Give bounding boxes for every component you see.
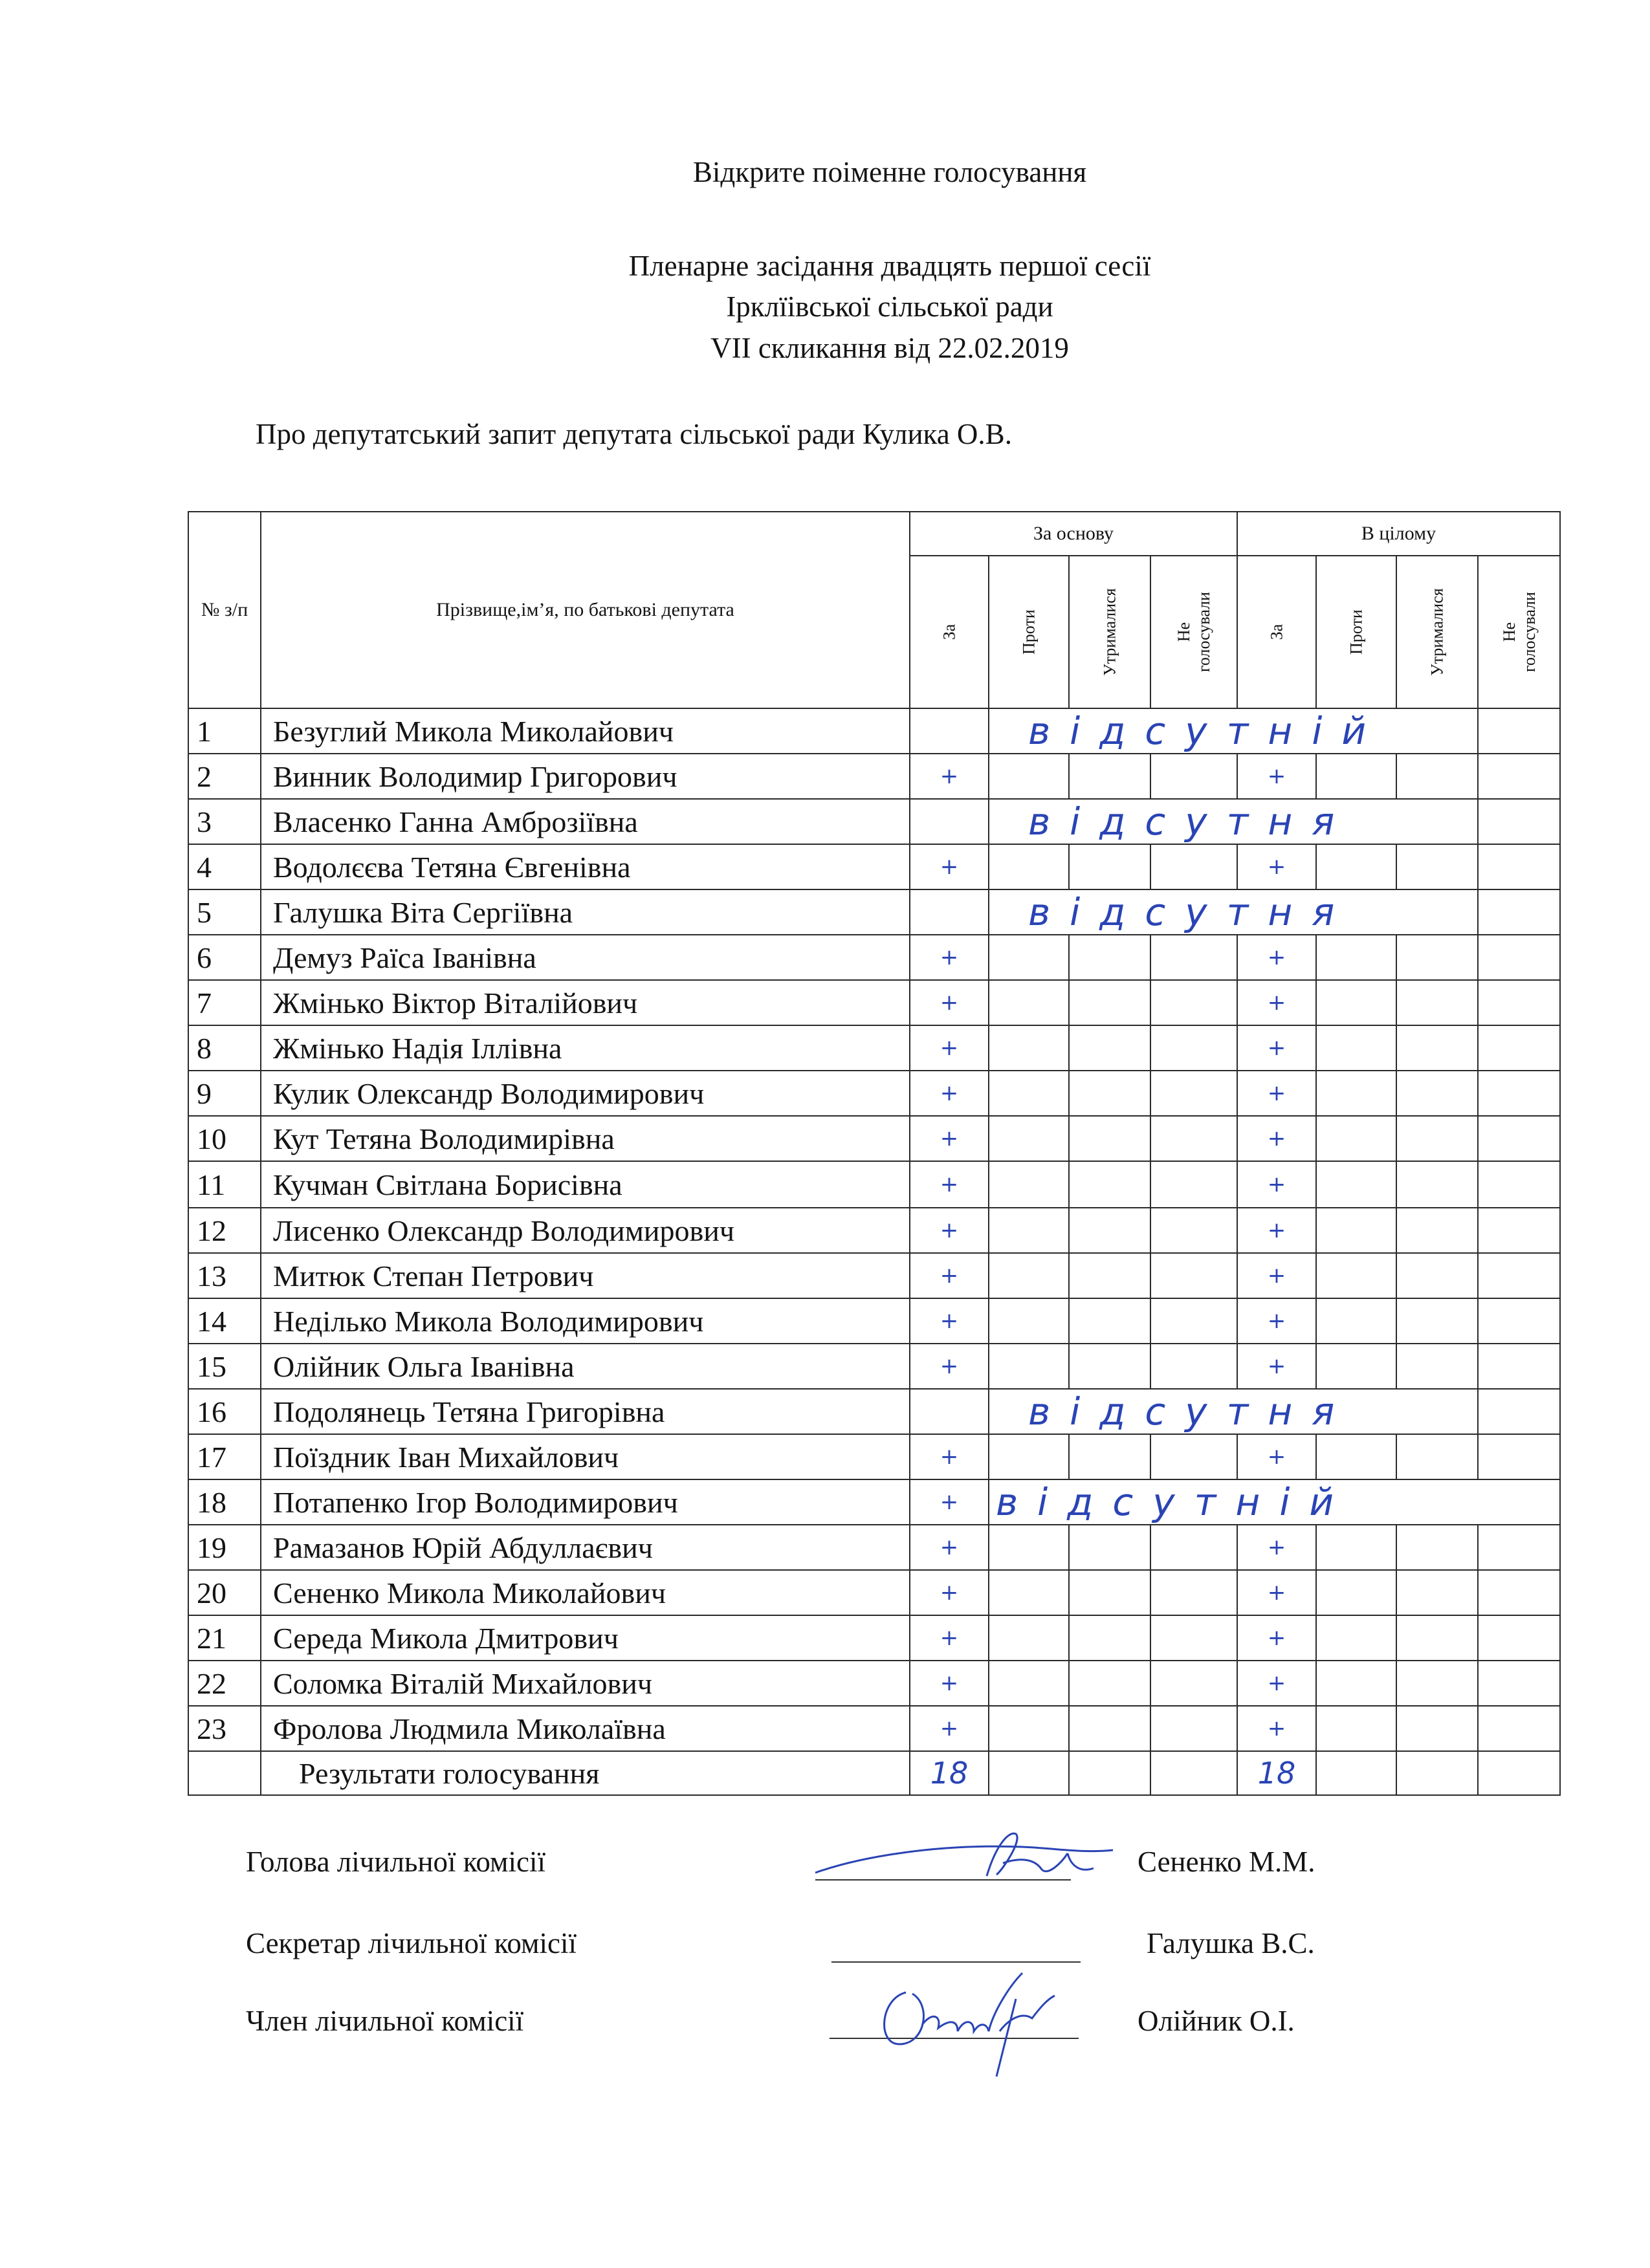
whole-not-voted <box>1478 799 1560 844</box>
whole-against <box>1316 1344 1396 1389</box>
basis-not-voted <box>1150 754 1237 799</box>
basis-abstained <box>1069 844 1150 889</box>
whole-not-voted <box>1478 1116 1560 1161</box>
basis-not-voted <box>1150 935 1237 980</box>
whole-for-mark: + <box>1237 1661 1316 1706</box>
table-row <box>188 1479 1560 1525</box>
results-basis-for: 18 <box>910 1751 989 1795</box>
group-header-whole: В цілому <box>1237 512 1560 556</box>
absent-note: відсутній <box>989 708 1478 754</box>
absent-note: відсутня <box>989 1389 1478 1434</box>
table-body <box>188 708 1560 1751</box>
col-header-num: № з/п <box>188 512 261 708</box>
results-whole-not-voted <box>1478 1751 1560 1795</box>
basis-against <box>989 844 1069 889</box>
whole-abstained <box>1396 1706 1478 1751</box>
basis-against <box>989 1161 1069 1208</box>
whole-against <box>1316 1161 1396 1208</box>
basis-for-mark: + <box>910 1344 989 1389</box>
whole-not-voted <box>1478 1208 1560 1253</box>
deputy-name: Рамазанов Юрій Абдуллаєвич <box>261 1525 910 1570</box>
basis-against <box>989 1661 1069 1706</box>
deputy-name: Галушка Віта Сергіївна <box>261 889 910 935</box>
table-row <box>188 1615 1560 1661</box>
whole-abstained <box>1396 1116 1478 1161</box>
row-number: 13 <box>188 1253 261 1298</box>
chair-signature <box>809 1818 1119 1889</box>
basis-against <box>989 1208 1069 1253</box>
basis-not-voted <box>1150 844 1237 889</box>
subheader-basis-not-voted: Не голосували <box>1150 556 1237 708</box>
basis-against <box>989 1434 1069 1479</box>
basis-abstained <box>1069 1025 1150 1071</box>
basis-for-mark <box>910 799 989 844</box>
whole-against <box>1316 980 1396 1025</box>
whole-not-voted <box>1478 1025 1560 1071</box>
whole-for-mark: + <box>1237 980 1316 1025</box>
deputy-name: Демуз Раїса Іванівна <box>261 935 910 980</box>
secretary-name: Галушка В.С. <box>1147 1927 1315 1959</box>
whole-abstained <box>1396 1208 1478 1253</box>
whole-abstained <box>1396 1344 1478 1389</box>
whole-not-voted <box>1478 1615 1560 1661</box>
deputy-name: Фролова Людмила Миколаївна <box>261 1706 910 1751</box>
basis-against <box>989 1253 1069 1298</box>
row-number: 9 <box>188 1071 261 1116</box>
basis-abstained <box>1069 1661 1150 1706</box>
table-row <box>188 844 1560 889</box>
deputy-name: Поїздник Іван Михайлович <box>261 1434 910 1479</box>
table-row <box>188 1525 1560 1570</box>
whole-for-mark: + <box>1237 1706 1316 1751</box>
whole-against <box>1316 754 1396 799</box>
table-row <box>188 708 1560 754</box>
whole-not-voted <box>1478 1434 1560 1479</box>
row-number: 11 <box>188 1161 261 1208</box>
whole-against <box>1316 1525 1396 1570</box>
subheader-whole-against: Проти <box>1316 556 1396 708</box>
basis-for-mark: + <box>910 1661 989 1706</box>
whole-not-voted <box>1478 1570 1560 1615</box>
basis-for-mark: + <box>910 1161 989 1208</box>
whole-against <box>1316 1116 1396 1161</box>
document-title: Відкрите поіменне голосування <box>692 156 1087 188</box>
whole-for-mark: + <box>1237 1116 1316 1161</box>
deputy-name: Потапенко Ігор Володимирович <box>261 1479 910 1525</box>
whole-abstained <box>1396 1525 1478 1570</box>
whole-against <box>1316 1434 1396 1479</box>
whole-abstained <box>1396 1570 1478 1615</box>
table-row <box>188 799 1560 844</box>
subheader-basis-abstained: Утрималися <box>1069 556 1150 708</box>
table-row <box>188 1344 1560 1389</box>
deputy-name: Сененко Микола Миколайович <box>261 1570 910 1615</box>
basis-for-mark: + <box>910 754 989 799</box>
convocation-date-line: VII скликання від 22.02.2019 <box>710 332 1069 364</box>
basis-abstained <box>1069 1161 1150 1208</box>
whole-for-mark: + <box>1237 1071 1316 1116</box>
basis-against <box>989 1344 1069 1389</box>
basis-not-voted <box>1150 1208 1237 1253</box>
basis-not-voted <box>1150 1570 1237 1615</box>
table-row <box>188 1570 1560 1615</box>
basis-for-mark: + <box>910 1116 989 1161</box>
basis-not-voted <box>1150 1071 1237 1116</box>
whole-for-mark: + <box>1237 1298 1316 1344</box>
whole-against <box>1316 1570 1396 1615</box>
basis-abstained <box>1069 1615 1150 1661</box>
deputy-name: Жмінько Віктор Віталійович <box>261 980 910 1025</box>
row-number: 6 <box>188 935 261 980</box>
deputy-name: Подолянець Тетяна Григорівна <box>261 1389 910 1434</box>
basis-against <box>989 1706 1069 1751</box>
deputy-name: Безуглий Микола Миколайович <box>261 708 910 754</box>
basis-against <box>989 1071 1069 1116</box>
row-number: 3 <box>188 799 261 844</box>
whole-not-voted <box>1478 935 1560 980</box>
results-label: Результати голосування <box>261 1751 910 1795</box>
basis-not-voted <box>1150 1706 1237 1751</box>
results-basis-against <box>989 1751 1069 1795</box>
row-number: 7 <box>188 980 261 1025</box>
table-row <box>188 1253 1560 1298</box>
voting-table <box>188 511 1561 1796</box>
whole-not-voted <box>1478 1661 1560 1706</box>
whole-abstained <box>1396 1071 1478 1116</box>
basis-for-mark <box>910 708 989 754</box>
basis-not-voted <box>1150 1161 1237 1208</box>
row-number: 21 <box>188 1615 261 1661</box>
basis-abstained <box>1069 1298 1150 1344</box>
deputy-name: Кучман Світлана Борисівна <box>261 1161 910 1208</box>
row-number: 1 <box>188 708 261 754</box>
basis-against <box>989 1615 1069 1661</box>
whole-for-mark: + <box>1237 754 1316 799</box>
results-num-cell <box>188 1751 261 1795</box>
basis-for-mark: + <box>910 1025 989 1071</box>
basis-abstained <box>1069 1208 1150 1253</box>
table-row <box>188 1389 1560 1434</box>
whole-for-mark: + <box>1237 1570 1316 1615</box>
row-number: 10 <box>188 1116 261 1161</box>
subheader-whole-for: За <box>1237 556 1316 708</box>
table-row <box>188 1025 1560 1071</box>
deputy-name: Неділько Микола Володимирович <box>261 1298 910 1344</box>
whole-against <box>1316 1615 1396 1661</box>
chair-name: Сененко М.М. <box>1138 1846 1315 1878</box>
whole-not-voted <box>1478 1344 1560 1389</box>
whole-against <box>1316 1253 1396 1298</box>
basis-not-voted <box>1150 1344 1237 1389</box>
whole-abstained <box>1396 1025 1478 1071</box>
results-basis-abstained <box>1069 1751 1150 1795</box>
basis-not-voted <box>1150 1615 1237 1661</box>
whole-abstained <box>1396 1298 1478 1344</box>
basis-not-voted <box>1150 1525 1237 1570</box>
basis-abstained <box>1069 1071 1150 1116</box>
whole-not-voted <box>1478 1071 1560 1116</box>
deputy-name: Винник Володимир Григорович <box>261 754 910 799</box>
table-row <box>188 1208 1560 1253</box>
row-number: 19 <box>188 1525 261 1570</box>
basis-against <box>989 754 1069 799</box>
session-line: Пленарне засідання двадцять першої сесії <box>628 250 1151 282</box>
deputy-name: Середа Микола Дмитрович <box>261 1615 910 1661</box>
whole-abstained <box>1396 1661 1478 1706</box>
basis-against <box>989 1116 1069 1161</box>
whole-for-mark: + <box>1237 1253 1316 1298</box>
whole-for-mark: + <box>1237 935 1316 980</box>
subheader-whole-abstained: Утрималися <box>1396 556 1478 708</box>
whole-for-mark: + <box>1237 1025 1316 1071</box>
group-header-basis: За основу <box>910 512 1237 556</box>
results-basis-not-voted <box>1150 1751 1237 1795</box>
basis-not-voted <box>1150 1661 1237 1706</box>
whole-for-mark: + <box>1237 844 1316 889</box>
member-signature <box>861 1947 1094 2083</box>
basis-for-mark: + <box>910 844 989 889</box>
whole-for-mark: + <box>1237 1434 1316 1479</box>
basis-abstained <box>1069 1434 1150 1479</box>
deputy-name: Водолєєва Тетяна Євгенівна <box>261 844 910 889</box>
member-name: Олійник О.І. <box>1138 2005 1295 2037</box>
row-number: 5 <box>188 889 261 935</box>
member-label: Член лічильної комісії <box>246 2005 524 2037</box>
row-number: 14 <box>188 1298 261 1344</box>
basis-not-voted <box>1150 1434 1237 1479</box>
deputy-name: Лисенко Олександр Володимирович <box>261 1208 910 1253</box>
basis-abstained <box>1069 1253 1150 1298</box>
basis-for-mark: + <box>910 1298 989 1344</box>
absent-note: відсутній <box>989 1479 1560 1525</box>
basis-for-mark: + <box>910 1615 989 1661</box>
whole-not-voted <box>1478 1253 1560 1298</box>
vote-subject: Про депутатський запит депутата сільської ради Кулика О.В. <box>256 418 1012 450</box>
row-number: 17 <box>188 1434 261 1479</box>
whole-for-mark: + <box>1237 1615 1316 1661</box>
deputy-name: Кут Тетяна Володимирівна <box>261 1116 910 1161</box>
council-line: Ірклїівської сільської ради <box>726 290 1053 323</box>
whole-against <box>1316 1661 1396 1706</box>
whole-abstained <box>1396 935 1478 980</box>
basis-for-mark: + <box>910 1253 989 1298</box>
deputy-name: Кулик Олександр Володимирович <box>261 1071 910 1116</box>
basis-for-mark: + <box>910 1208 989 1253</box>
whole-not-voted <box>1478 1389 1560 1434</box>
table-row <box>188 980 1560 1025</box>
table-row <box>188 1071 1560 1116</box>
deputy-name: Власенко Ганна Амброзіївна <box>261 799 910 844</box>
whole-abstained <box>1396 844 1478 889</box>
basis-against <box>989 980 1069 1025</box>
basis-against <box>989 1570 1069 1615</box>
deputy-name: Жмінько Надія Іллівна <box>261 1025 910 1071</box>
whole-against <box>1316 1208 1396 1253</box>
basis-against <box>989 1525 1069 1570</box>
whole-abstained <box>1396 1434 1478 1479</box>
whole-against <box>1316 1025 1396 1071</box>
whole-against <box>1316 1071 1396 1116</box>
basis-not-voted <box>1150 1116 1237 1161</box>
basis-abstained <box>1069 935 1150 980</box>
absent-note: відсутня <box>989 889 1478 935</box>
table-row <box>188 754 1560 799</box>
basis-for-mark: + <box>910 1434 989 1479</box>
subheader-basis-against: Проти <box>989 556 1069 708</box>
results-whole-for: 18 <box>1237 1751 1316 1795</box>
basis-not-voted <box>1150 980 1237 1025</box>
basis-not-voted <box>1150 1025 1237 1071</box>
row-number: 2 <box>188 754 261 799</box>
basis-against <box>989 1025 1069 1071</box>
basis-for-mark: + <box>910 1706 989 1751</box>
basis-for-mark: + <box>910 1525 989 1570</box>
whole-abstained <box>1396 1253 1478 1298</box>
table-row <box>188 1706 1560 1751</box>
row-number: 16 <box>188 1389 261 1434</box>
basis-abstained <box>1069 1344 1150 1389</box>
results-row <box>188 1751 1560 1795</box>
whole-not-voted <box>1478 1161 1560 1208</box>
row-number: 20 <box>188 1570 261 1615</box>
basis-for-mark <box>910 1389 989 1434</box>
deputy-name: Олійник Ольга Іванівна <box>261 1344 910 1389</box>
basis-for-mark: + <box>910 1570 989 1615</box>
deputy-name: Соломка Віталій Михайлович <box>261 1661 910 1706</box>
table-row <box>188 1434 1560 1479</box>
deputy-name: Митюк Степан Петрович <box>261 1253 910 1298</box>
basis-against <box>989 935 1069 980</box>
basis-for-mark: + <box>910 1479 989 1525</box>
row-number: 12 <box>188 1208 261 1253</box>
whole-not-voted <box>1478 1706 1560 1751</box>
row-number: 15 <box>188 1344 261 1389</box>
whole-not-voted <box>1478 1525 1560 1570</box>
whole-for-mark: + <box>1237 1161 1316 1208</box>
row-number: 8 <box>188 1025 261 1071</box>
secretary-label: Секретар лічильної комісії <box>246 1927 577 1959</box>
table-row <box>188 1298 1560 1344</box>
row-number: 23 <box>188 1706 261 1751</box>
table-row <box>188 1161 1560 1208</box>
whole-against <box>1316 844 1396 889</box>
row-number: 22 <box>188 1661 261 1706</box>
chair-label: Голова лічильної комісії <box>246 1846 545 1878</box>
subheader-basis-for: За <box>910 556 989 708</box>
whole-not-voted <box>1478 1298 1560 1344</box>
table-row <box>188 1116 1560 1161</box>
basis-against <box>989 1298 1069 1344</box>
basis-abstained <box>1069 754 1150 799</box>
whole-against <box>1316 1706 1396 1751</box>
whole-against <box>1316 935 1396 980</box>
basis-for-mark: + <box>910 1071 989 1116</box>
basis-abstained <box>1069 1116 1150 1161</box>
basis-abstained <box>1069 980 1150 1025</box>
absent-note: відсутня <box>989 799 1478 844</box>
whole-abstained <box>1396 980 1478 1025</box>
whole-not-voted <box>1478 708 1560 754</box>
table-row <box>188 935 1560 980</box>
basis-for-mark <box>910 889 989 935</box>
whole-for-mark: + <box>1237 1525 1316 1570</box>
whole-not-voted <box>1478 754 1560 799</box>
table-row <box>188 889 1560 935</box>
basis-for-mark: + <box>910 935 989 980</box>
basis-abstained <box>1069 1706 1150 1751</box>
whole-abstained <box>1396 1161 1478 1208</box>
whole-abstained <box>1396 754 1478 799</box>
results-whole-against <box>1316 1751 1396 1795</box>
whole-not-voted <box>1478 980 1560 1025</box>
whole-abstained <box>1396 1615 1478 1661</box>
whole-not-voted <box>1478 844 1560 889</box>
whole-for-mark: + <box>1237 1208 1316 1253</box>
row-number: 4 <box>188 844 261 889</box>
basis-for-mark: + <box>910 980 989 1025</box>
basis-abstained <box>1069 1525 1150 1570</box>
basis-not-voted <box>1150 1298 1237 1344</box>
basis-not-voted <box>1150 1253 1237 1298</box>
results-whole-abstained <box>1396 1751 1478 1795</box>
row-number: 18 <box>188 1479 261 1525</box>
table-row <box>188 1661 1560 1706</box>
whole-not-voted <box>1478 889 1560 935</box>
whole-against <box>1316 1298 1396 1344</box>
subheader-whole-not-voted: Не голосували <box>1478 556 1560 708</box>
basis-abstained <box>1069 1570 1150 1615</box>
whole-for-mark: + <box>1237 1344 1316 1389</box>
col-header-name: Прізвище,ім’я, по батькові депутата <box>261 512 910 708</box>
